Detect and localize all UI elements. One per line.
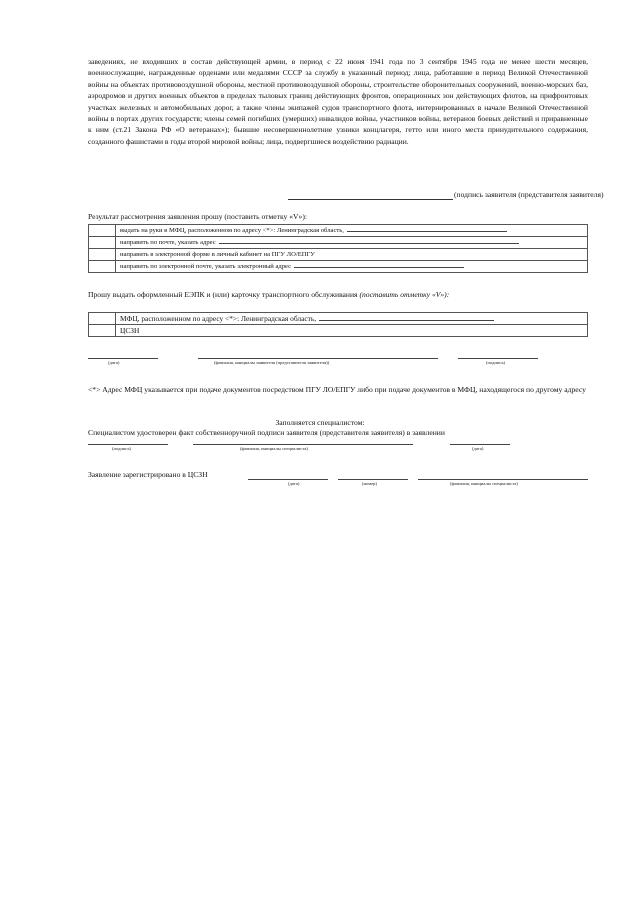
result-option-checkbox[interactable] <box>89 237 116 249</box>
ticket-options-table <box>88 312 588 337</box>
specialist-date-line[interactable] <box>450 444 510 445</box>
result-option-row <box>89 237 588 249</box>
specialist-certified-text: Специалистом удостоверен факт собственноручной подписи заявителя (представителя заявителя) в заявлении <box>88 428 445 437</box>
result-option-row <box>89 249 588 261</box>
applicant-signature-line[interactable] <box>288 199 453 200</box>
signature-caption: (подпись) <box>486 360 506 365</box>
ticket-option-checkbox[interactable] <box>89 313 116 325</box>
ticket-option-cell <box>116 313 588 325</box>
ticket-option-checkbox[interactable] <box>89 325 116 337</box>
result-option-fill-line[interactable] <box>294 261 464 268</box>
fio-line[interactable] <box>198 358 438 359</box>
result-option-row <box>89 225 588 237</box>
result-option-checkbox[interactable] <box>89 261 116 273</box>
result-option-fill-line[interactable] <box>219 237 519 244</box>
applicant-sign-row <box>88 354 588 370</box>
specialist-signature-caption: (подпись) <box>112 446 132 451</box>
result-options-table <box>88 224 588 273</box>
result-option-checkbox[interactable] <box>89 249 116 261</box>
fio-caption: (фамилия, инициалы заявителя (представителя заявителя)) <box>214 360 330 365</box>
registration-number-line[interactable] <box>338 479 408 480</box>
result-option-cell <box>116 261 588 273</box>
footnote: <*> Адрес МФЦ указывается при подаче документов посредством ПГУ ЛО/ЕПГУ либо при подаче документов в МФЦ, находящегося по другому адресу <box>88 385 586 394</box>
result-option-cell <box>116 237 588 249</box>
specialist-fio-caption: (фамилия, инициалы специалиста) <box>240 446 308 451</box>
registration-date-line[interactable] <box>248 479 328 480</box>
result-option-label: направить по почте, указать адрес <box>120 239 216 246</box>
applicant-signature-label: (подпись заявителя (представителя заявителя) <box>454 190 604 199</box>
result-option-label: выдать на руки в МФЦ, расположенном по адресу <*>: Ленинградская область, <box>120 227 344 234</box>
result-option-row <box>89 261 588 273</box>
ticket-option-label: ЦСЗН <box>120 325 140 335</box>
result-heading: Результат рассмотрения заявления прошу (поставить отметку «V»): <box>88 212 307 221</box>
registration-row <box>88 470 588 486</box>
specialist-sign-row <box>88 440 588 456</box>
registration-fio-line[interactable] <box>418 479 588 480</box>
ticket-heading-note: (поставить отметку «V»): <box>359 290 450 299</box>
applicant-signature-block <box>88 190 604 202</box>
registration-text: Заявление зарегистрировано в ЦСЗН <box>88 470 208 479</box>
ticket-option-fill-line[interactable] <box>319 314 494 321</box>
ticket-option-row <box>89 313 588 325</box>
registration-fio-caption: (фамилия, инициалы специалиста) <box>450 481 518 486</box>
specialist-date-caption: (дата) <box>472 446 484 451</box>
signature-line[interactable] <box>458 358 538 359</box>
specialist-heading: Заполняется специалистом: <box>275 418 365 427</box>
specialist-fio-line[interactable] <box>193 444 413 445</box>
ticket-option-cell <box>116 325 588 337</box>
result-option-fill-line[interactable] <box>347 225 507 232</box>
result-option-label: направить по электронной почте, указать электронный адрес <box>120 263 292 270</box>
registration-number-caption: (номер) <box>362 481 377 486</box>
ticket-option-row <box>89 325 588 337</box>
result-option-cell <box>116 225 588 237</box>
eligibility-paragraph: заведениях, не входивших в состав действующей армии, в период с 22 июня 1941 года по 3 сентября 1945 года не менее шести месяцев, военнослужащие, награжденные орденами или медалями СССР за службу в указанный период; лица, работавшие в период Великой Отечественной войны на объектах противовоздушной обороны, местной противовоздушной обороны, строительстве оборонительных сооружений, военно-морских баз, аэродромов и других военных объектов в пределах тыловых границ действующих фронтов, операционных зон действующих флотов, на прифронтовых участках железных и автомобильных дорог, а также члены экипажей судов транспортного флота, интернированных в начале Великой Отечественной войны в портах других государств; члены семей погибших (умерших) инвалидов войны, участников войны, ветеранов боевых действий и приравненные к ним (ст.21 Закона РФ «О ветеранах»); бывшие несовершеннолетние узники концлагеря, гетто или иного места принудительного содержания, созданного фашистами в годы второй мировой войны; лица, подвергшиеся воздействию радиации. <box>88 57 588 146</box>
specialist-signature-line[interactable] <box>88 444 168 445</box>
result-option-checkbox[interactable] <box>89 225 116 237</box>
registration-date-caption: (дата) <box>288 481 300 486</box>
ticket-heading-text: Прошу выдать оформленный ЕЭПК и (или) карточку транспортного обслуживания <box>88 290 358 299</box>
date-caption: (дата) <box>108 360 120 365</box>
date-line[interactable] <box>88 358 158 359</box>
ticket-heading <box>88 290 449 299</box>
result-option-label: направить в электронной форме в личный кабинет на ПГУ ЛО/ЕПГУ <box>120 250 315 258</box>
ticket-option-label: МФЦ, расположенном по адресу <*>: Ленинградская область, <box>120 313 317 323</box>
result-option-cell <box>116 249 588 261</box>
